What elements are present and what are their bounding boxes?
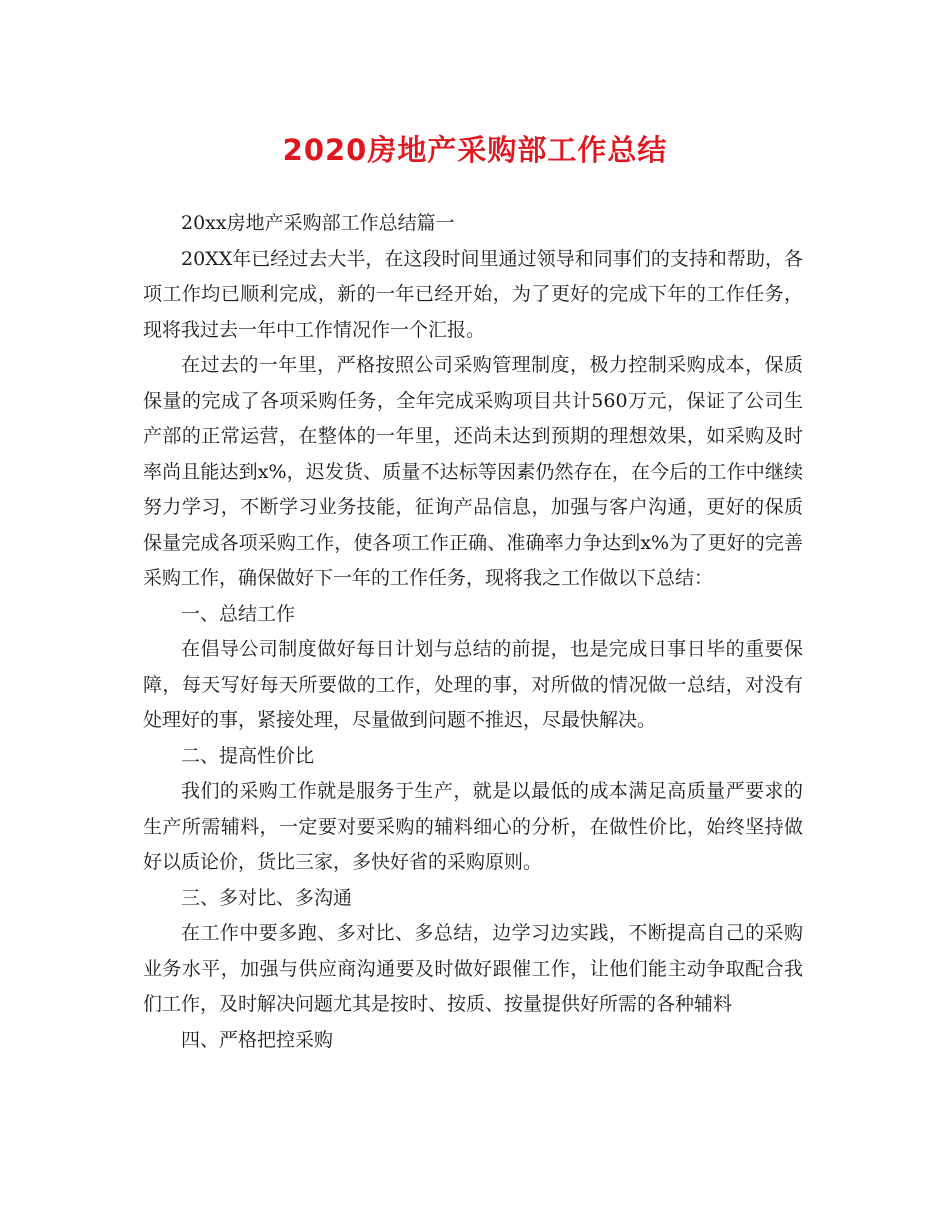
paragraph: 在过去的一年里，严格按照公司采购管理制度，极力控制采购成本，保质保量的完成了各项采购任务，全年完成采购项目共计560万元，保证了公司生产部的正常运营，在整体的一年里，还尚未达到预期的理想效果，如采购及时率尚且能达到x%，迟发货、质量不达标等因素仍然存在，在今后的工作中继续努力学习，不断学习业务技能，征询产品信息，加强与客户沟通，更好的保质保量完成各项采购工作，使各项工作正确、准确率力争达到x%为了更好的完善采购工作，确保做好下一年的工作任务，现将我之工作做以下总结： bbox=[143, 354, 803, 589]
section-heading: 二、提高性价比 bbox=[181, 744, 315, 767]
paragraph: 在倡导公司制度做好每日计划与总结的前提，也是完成日事日毕的重要保障，每天写好每天所要做的工作，处理的事，对所做的情况做一总结，对没有处理好的事，紧接处理，尽量做到问题不推迟，尽最快解决。 bbox=[143, 638, 803, 731]
paragraph: 我们的采购工作就是服务于生产，就是以最低的成本满足高质量严要求的生产所需辅料，一定要对要采购的辅料细心的分析，在做性价比，始终坚持做好以质论价，货比三家，多快好省的采购原则。 bbox=[143, 780, 803, 873]
paragraph: 在工作中要多跑、多对比、多总结，边学习边实践，不断提高自己的采购业务水平，加强与供应商沟通要及时做好跟催工作，让他们能主动争取配合我们工作，及时解决问题尤其是按时、按质、按量提供好所需的各种辅料 bbox=[143, 922, 803, 1015]
section-heading: 一、总结工作 bbox=[181, 602, 296, 625]
document-title: 2020房地产采购部工作总结 bbox=[282, 133, 668, 167]
paragraph: 20XX年已经过去大半，在这段时间里通过领导和同事们的支持和帮助，各项工作均已顺利完成，新的一年已经开始，为了更好的完成下年的工作任务，现将我过去一年中工作情况作一个汇报。 bbox=[143, 247, 803, 341]
section-heading: 20xx房地产采购部工作总结篇一 bbox=[181, 212, 455, 234]
section-heading: 四、严格把控采购 bbox=[181, 1028, 334, 1051]
document-body bbox=[143, 206, 803, 1058]
section-heading: 三、多对比、多沟通 bbox=[181, 886, 353, 909]
